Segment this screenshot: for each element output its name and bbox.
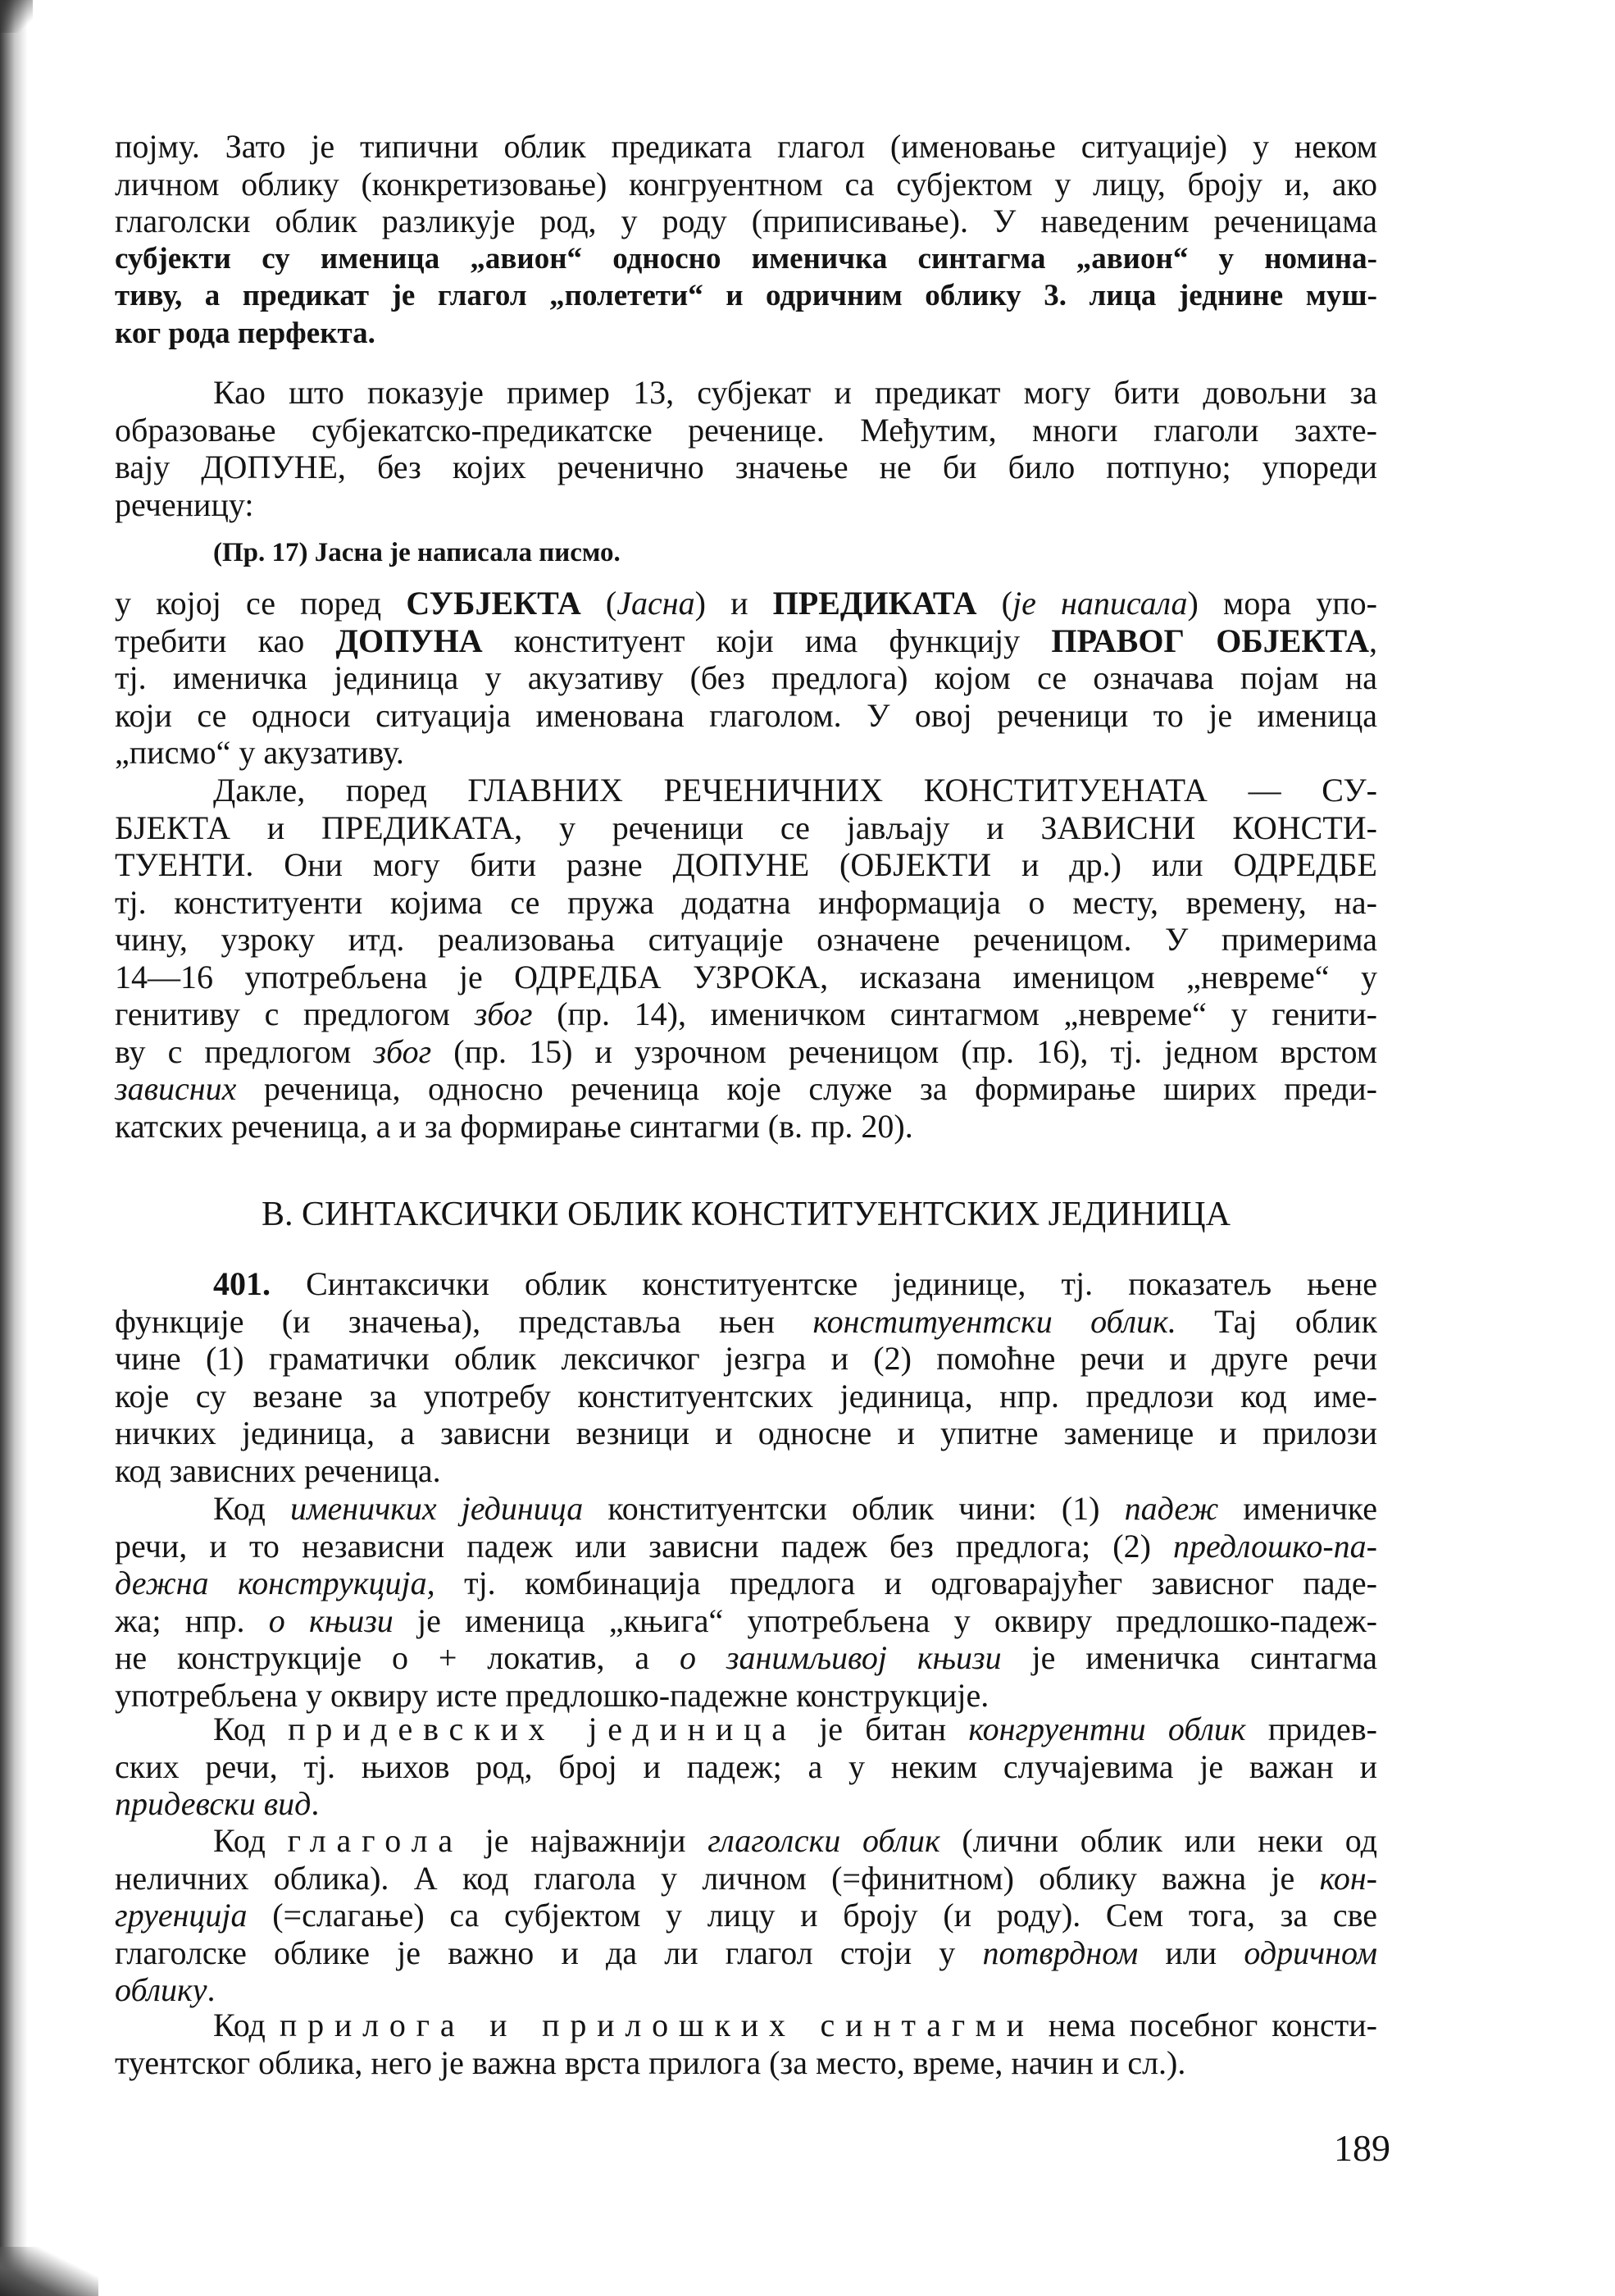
text-run: је најважнији [462, 1822, 708, 1859]
text-run: В. СИНТАКСИЧКИ ОБЛИК КОНСТИТУЕНТСКИХ ЈЕДИНИЦА [262, 1196, 1231, 1233]
text-line [115, 1414, 1377, 1452]
italic-text-run: глаголски облик [707, 1822, 940, 1859]
text-run: именичке [1218, 1490, 1377, 1527]
text-run: туентског облика, него је важна врста прилога (за место, време, начин и сл.). [115, 2043, 1186, 2081]
text-line [115, 2007, 1377, 2044]
text-line [115, 2044, 1377, 2082]
text-run: Код [213, 2007, 280, 2043]
text-line [115, 1748, 1377, 1786]
italic-text-run: зависних [115, 1070, 237, 1107]
italic-text-run: облику [115, 1971, 207, 2008]
text-run: је именица „књига“ употребљена у оквиру предлошко-падеж- [393, 1601, 1377, 1639]
text-run: жа; нпр. [115, 1601, 269, 1639]
text-run: личном облику (конкретизовање) конгруентном са субјектом у лицу, броју и, ако [115, 165, 1377, 203]
text-run: Тај облик [1176, 1302, 1377, 1340]
bold-text-run: ког рода перфекта. [115, 316, 375, 350]
text-line [115, 166, 1377, 203]
italic-text-run: о занимљивој књизи [680, 1639, 1002, 1676]
text-run: не конструкције о + локатив, а [115, 1639, 680, 1676]
text-line [115, 1897, 1377, 1934]
text-line [115, 203, 1377, 240]
text-line [115, 1108, 1377, 1146]
bold-text-run: субјекти су именица „авион“ односно именичка синтагма „авион“ у номина- [115, 241, 1377, 276]
paragraph-noun-units [115, 1490, 1377, 1714]
text-run: у којој се поред [115, 585, 407, 622]
text-run: образовање субјекатско-предикатске реченице. Међутим, многи глаголи захте- [115, 411, 1377, 449]
text-line [115, 1860, 1377, 1897]
text-run: тј. конституенти којима се пружа додатна информација о месту, времену, на- [115, 883, 1377, 921]
text-run: требити као [115, 622, 336, 659]
text-run: ских речи, тј. њихов род, број и падеж; а у неким случајевима је важан и [115, 1747, 1377, 1785]
paragraph-example-intro [115, 374, 1377, 523]
text-line [115, 995, 1377, 1033]
text-run: или [1138, 1934, 1244, 1971]
text-run: , [1369, 622, 1378, 659]
text-run: је битан [796, 1711, 969, 1747]
text-run: речи, и то независни падеж или зависни падеж без предлога; (2) [115, 1527, 1174, 1565]
text-line [115, 1528, 1377, 1565]
italic-text-run: је написала [1012, 585, 1188, 622]
text-run: нема посебног консти- [1034, 2007, 1377, 2043]
italic-text-run: Јасна [616, 585, 695, 622]
italic-text-run: због [373, 1032, 432, 1070]
text-run: придев- [1245, 1711, 1377, 1747]
italic-text-run: именичких јединица [290, 1490, 584, 1527]
text-line [115, 1785, 1377, 1823]
bold-text-run: ДОПУНА [335, 622, 483, 659]
scan-corner-bottom [0, 2247, 98, 2296]
text-line [115, 659, 1377, 697]
italic-text-run: конституентски облик. [812, 1302, 1176, 1340]
italic-text-run: предлошко-па- [1173, 1527, 1377, 1565]
text-run: . [207, 1971, 216, 2008]
text-run: је именичка синтагма [1001, 1639, 1378, 1676]
italic-text-run: конгруентни облик [968, 1711, 1246, 1747]
text-line [115, 1033, 1377, 1071]
text-run: БЈЕКТА и ПРЕДИКАТА, у реченици се јављају и ЗАВИСНИ КОНСТИ- [115, 809, 1377, 846]
text-run: употребљена у оквиру исте предлошко-падежне конструкције. [115, 1676, 989, 1714]
text-line [115, 535, 1377, 572]
text-run: генитиву с предлогом [115, 995, 475, 1032]
text-run: конституент који има функцију [482, 622, 1052, 659]
text-line [115, 1971, 1377, 2009]
italic-text-run: одричном [1244, 1934, 1377, 1971]
text-run: глаголске облике је важно и да ли глагол стоји у [115, 1934, 983, 1971]
text-line [115, 921, 1377, 959]
text-run: реченица, односно реченица које служе за формирање ширих преди- [236, 1070, 1377, 1107]
text-line [115, 734, 1377, 772]
text-run: ТУЕНТИ. Они могу бити разне ДОПУНЕ (ОБЈЕКТИ и др.) или ОДРЕДБЕ [115, 846, 1377, 883]
paragraph-continuation [115, 128, 1377, 352]
page-number: 189 [1334, 2127, 1390, 2169]
text-line [115, 809, 1377, 847]
text-run: неличних облика). А код глагола у личном (=финитном) облику важна је [115, 1859, 1320, 1897]
text-line [115, 1677, 1377, 1715]
text-line [115, 884, 1377, 922]
text-line [115, 1265, 1377, 1303]
text-line [115, 1934, 1377, 1972]
bold-text-run: СУБЈЕКТА [406, 585, 581, 622]
scan-corner-top [0, 0, 33, 33]
text-run: конституентски облик чини: (1) [583, 1490, 1125, 1527]
text-run: Код [213, 1822, 288, 1859]
text-run: ( [580, 585, 617, 622]
text-run: ) мора упо- [1187, 585, 1377, 622]
text-run: Синтаксички облик конституентске јединице, тј. показатељ њене [271, 1265, 1377, 1302]
spaced-text-run: прилога и прилошких синтагми [279, 2007, 1035, 2043]
italic-text-run: због [474, 995, 533, 1032]
text-run: реченицу: [115, 485, 254, 523]
text-run: ( [976, 585, 1012, 622]
text-run: које су везане за употребу конституентских јединица, нпр. предлози код име- [115, 1377, 1377, 1414]
text-run: тј. именичка јединица у акузативу (без предлога) којом се означава појам на [115, 659, 1377, 696]
text-line [115, 1070, 1377, 1108]
bold-text-run: ПРЕДИКАТА [772, 585, 977, 622]
italic-text-run: дежна конструкција, [115, 1565, 435, 1601]
italic-text-run: кон- [1319, 1859, 1377, 1897]
text-run: функције (и значења), представља њен [115, 1302, 813, 1340]
italic-text-run: придевски вид [115, 1785, 312, 1822]
text-line [115, 622, 1377, 660]
text-run: код зависних реченица. [115, 1451, 441, 1489]
text-line [115, 1378, 1377, 1415]
text-line [115, 585, 1377, 622]
text-run: чину, узроку итд. реализовања ситуације означене реченицом. У примерима [115, 921, 1377, 958]
text-run: Као што показује пример 13, субјекат и предикат могу бити довољни за [213, 374, 1377, 411]
text-line [115, 374, 1377, 412]
text-run: (лични облик или неки од [939, 1822, 1377, 1859]
text-line [115, 697, 1377, 735]
text-line [115, 1340, 1377, 1378]
text-line [115, 1452, 1377, 1490]
text-line [115, 128, 1377, 166]
text-line [115, 277, 1377, 315]
text-run: 14—16 употребљена је ОДРЕДБА УЗРОКА, исказана именицом „невреме“ у [115, 958, 1377, 995]
text-run: вају ДОПУНЕ, без којих реченично значење не би било потпуно; упореди [115, 449, 1377, 485]
text-line [115, 1711, 1377, 1748]
text-run: ) и [694, 585, 773, 622]
text-run: који се односи ситуација именована глаголом. У овој реченици то је именица [115, 696, 1377, 734]
text-run: (=слагање) са субјектом у лицу и броју (и роду). Сем тога, за све [247, 1897, 1377, 1934]
text-run: . [311, 1785, 320, 1822]
paragraph-verbs [115, 1822, 1377, 2009]
text-line [115, 1602, 1377, 1640]
text-line [115, 1822, 1377, 1860]
spaced-text-run: придевских јединица [288, 1711, 797, 1747]
text-run: (пр. 14), именичком синтагмом „невреме“ у генити- [532, 995, 1378, 1032]
text-line [115, 1565, 1377, 1602]
text-run: глаголски облик разликује род, у роду (приписивање). У наведеним реченицама [115, 203, 1377, 239]
text-line [115, 240, 1377, 278]
bold-text-run: 401. [213, 1265, 271, 1302]
text-line [115, 486, 1377, 524]
text-line [115, 412, 1377, 449]
italic-text-run: груенција [115, 1897, 248, 1934]
paragraph-dependent-constituents [115, 772, 1377, 1145]
text-line [115, 1490, 1377, 1528]
text-run: ву с предлогом [115, 1032, 374, 1070]
text-run: тј. комбинација предлога и одговарајућег зависног паде- [434, 1565, 1377, 1601]
italic-text-run: потврдном [982, 1934, 1139, 1971]
bold-text-run: ПРАВОГ ОБЈЕКТА [1051, 622, 1370, 659]
text-line [115, 1196, 1377, 1234]
text-line [115, 772, 1377, 809]
text-run: Код [213, 1490, 290, 1527]
text-line [115, 315, 1377, 353]
scan-edge-shadow [0, 0, 28, 2296]
paragraph-401 [115, 1265, 1377, 1489]
text-run: појму. Зато је типични облик предиката глагол (именовање ситуације) у неком [115, 128, 1377, 165]
text-run: ничких јединица, а зависни везници и односне и упитне заменице и прилози [115, 1414, 1377, 1451]
text-line [115, 1303, 1377, 1341]
text-line [115, 959, 1377, 996]
text-run: катских реченица, а и за формирање синтагми (в. пр. 20). [115, 1107, 913, 1145]
section-heading [115, 1196, 1377, 1234]
paragraph-adverbs [115, 2007, 1377, 2081]
text-run: „писмо“ у акузативу. [115, 734, 404, 771]
text-run: (пр. 15) и узрочном реченицом (пр. 16), тј. једном врстом [431, 1032, 1378, 1070]
text-run: (Пр. 17) Јасна је написала писмо. [213, 538, 621, 567]
italic-text-run: падеж [1124, 1490, 1219, 1527]
paragraph-adjective-units [115, 1711, 1377, 1823]
text-line [115, 1639, 1377, 1677]
example-sentence [115, 535, 1377, 572]
paragraph-object-explanation [115, 585, 1377, 772]
text-run: Код [213, 1711, 289, 1747]
text-run: чине (1) граматички облик лексичког језгра и (2) помоћне речи и друге речи [115, 1340, 1377, 1377]
italic-text-run: о књизи [268, 1601, 394, 1639]
spaced-text-run: глагола [287, 1822, 463, 1859]
bold-text-run: тиву, а предикат је глагол „полетети“ и одричним облику 3. лица једнине муш- [115, 279, 1377, 312]
text-run: Дакле, поред ГЛАВНИХ РЕЧЕНИЧНИХ КОНСТИТУЕНАТА — СУ- [213, 772, 1377, 809]
text-line [115, 449, 1377, 486]
text-line [115, 846, 1377, 884]
